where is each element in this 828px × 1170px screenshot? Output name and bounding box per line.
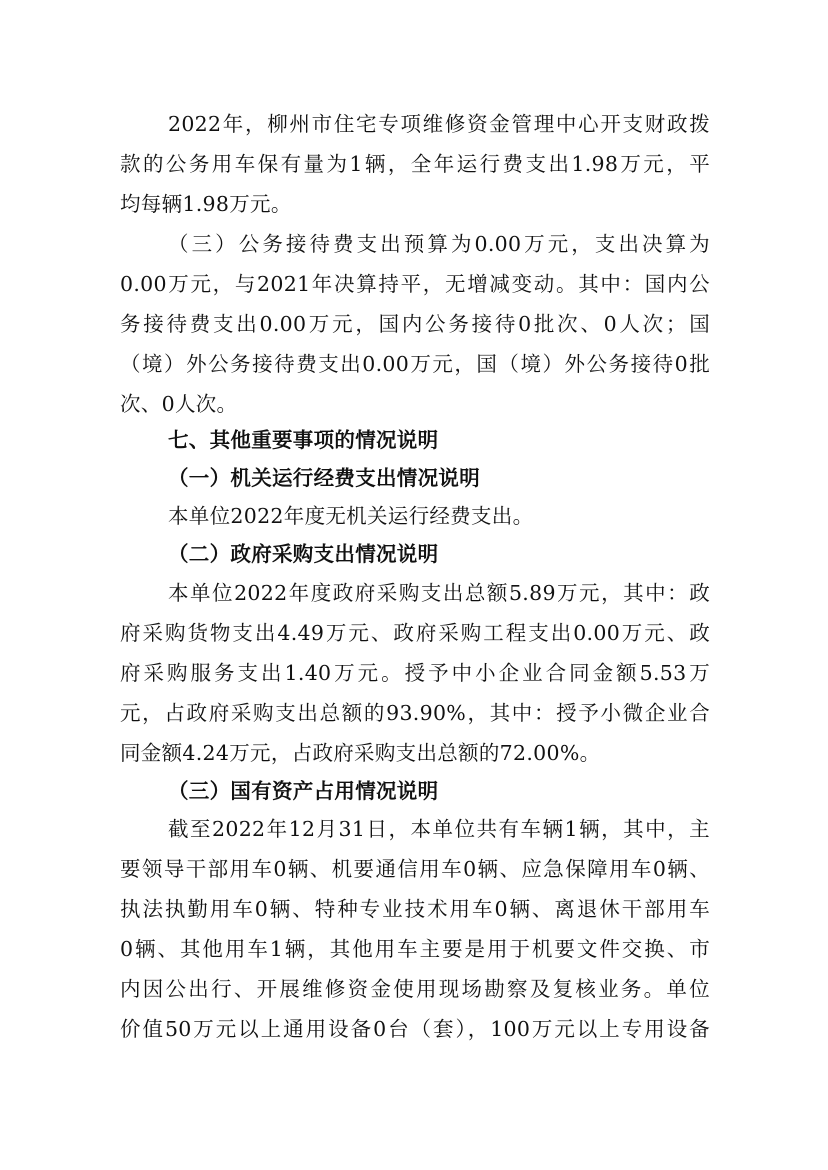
paragraph-line: 均每辆1.98万元。 — [120, 192, 292, 216]
paragraph-line: （境）外公务接待费支出0.00万元，国（境）外公务接待0批 — [120, 352, 710, 376]
paragraph-line: 务接待费支出0.00万元，国内公务接待0批次、0人次；国 — [120, 312, 710, 336]
section-heading: 七、其他重要事项的情况说明 — [168, 428, 439, 452]
paragraph-line: 本单位2022年度政府采购支出总额5.89万元，其中：政 — [168, 581, 710, 605]
paragraph-line: 执法执勤用车0辆、特种专业技术用车0辆、离退休干部用车 — [120, 897, 710, 921]
paragraph-line: 款的公务用车保有量为1辆，全年运行费支出1.98万元，平 — [120, 152, 710, 176]
paragraph-line: 元，占政府采购支出总额的93.90%，其中：授予小微企业合 — [120, 701, 710, 725]
paragraph-line: 要领导干部用车0辆、机要通信用车0辆、应急保障用车0辆、 — [120, 857, 710, 881]
paragraph-line: 次、0人次。 — [120, 392, 238, 416]
paragraph-line: 2022年，柳州市住宅专项维修资金管理中心开支财政拨 — [168, 112, 710, 136]
paragraph-line: 同金额4.24万元，占政府采购支出总额的72.00%。 — [120, 741, 601, 765]
subsection-heading: （三）国有资产占用情况说明 — [168, 779, 439, 803]
paragraph-line: 府采购服务支出1.40万元。授予中小企业合同金额5.53万 — [120, 661, 710, 685]
paragraph-line: （三）公务接待费支出预算为0.00万元，支出决算为 — [168, 232, 710, 256]
paragraph-line: 0.00万元，与2021年决算持平，无增减变动。其中：国内公 — [120, 272, 710, 296]
paragraph-line: 截至2022年12月31日，本单位共有车辆1辆，其中，主 — [168, 817, 710, 841]
subsection-heading: （一）机关运行经费支出情况说明 — [168, 466, 480, 490]
paragraph-line: 0辆、其他用车1辆，其他用车主要是用于机要文件交换、市 — [120, 937, 710, 961]
paragraph-line: 府采购货物支出4.49万元、政府采购工程支出0.00万元、政 — [120, 621, 710, 645]
subsection-heading: （二）政府采购支出情况说明 — [168, 542, 439, 566]
paragraph-line: 价值50万元以上通用设备0台（套），100万元以上专用设备 — [120, 1017, 710, 1041]
paragraph-line: 内因公出行、开展维修资金使用现场勘察及复核业务。单位 — [120, 977, 710, 1001]
paragraph-line: 本单位2022年度无机关运行经费支出。 — [168, 504, 534, 528]
